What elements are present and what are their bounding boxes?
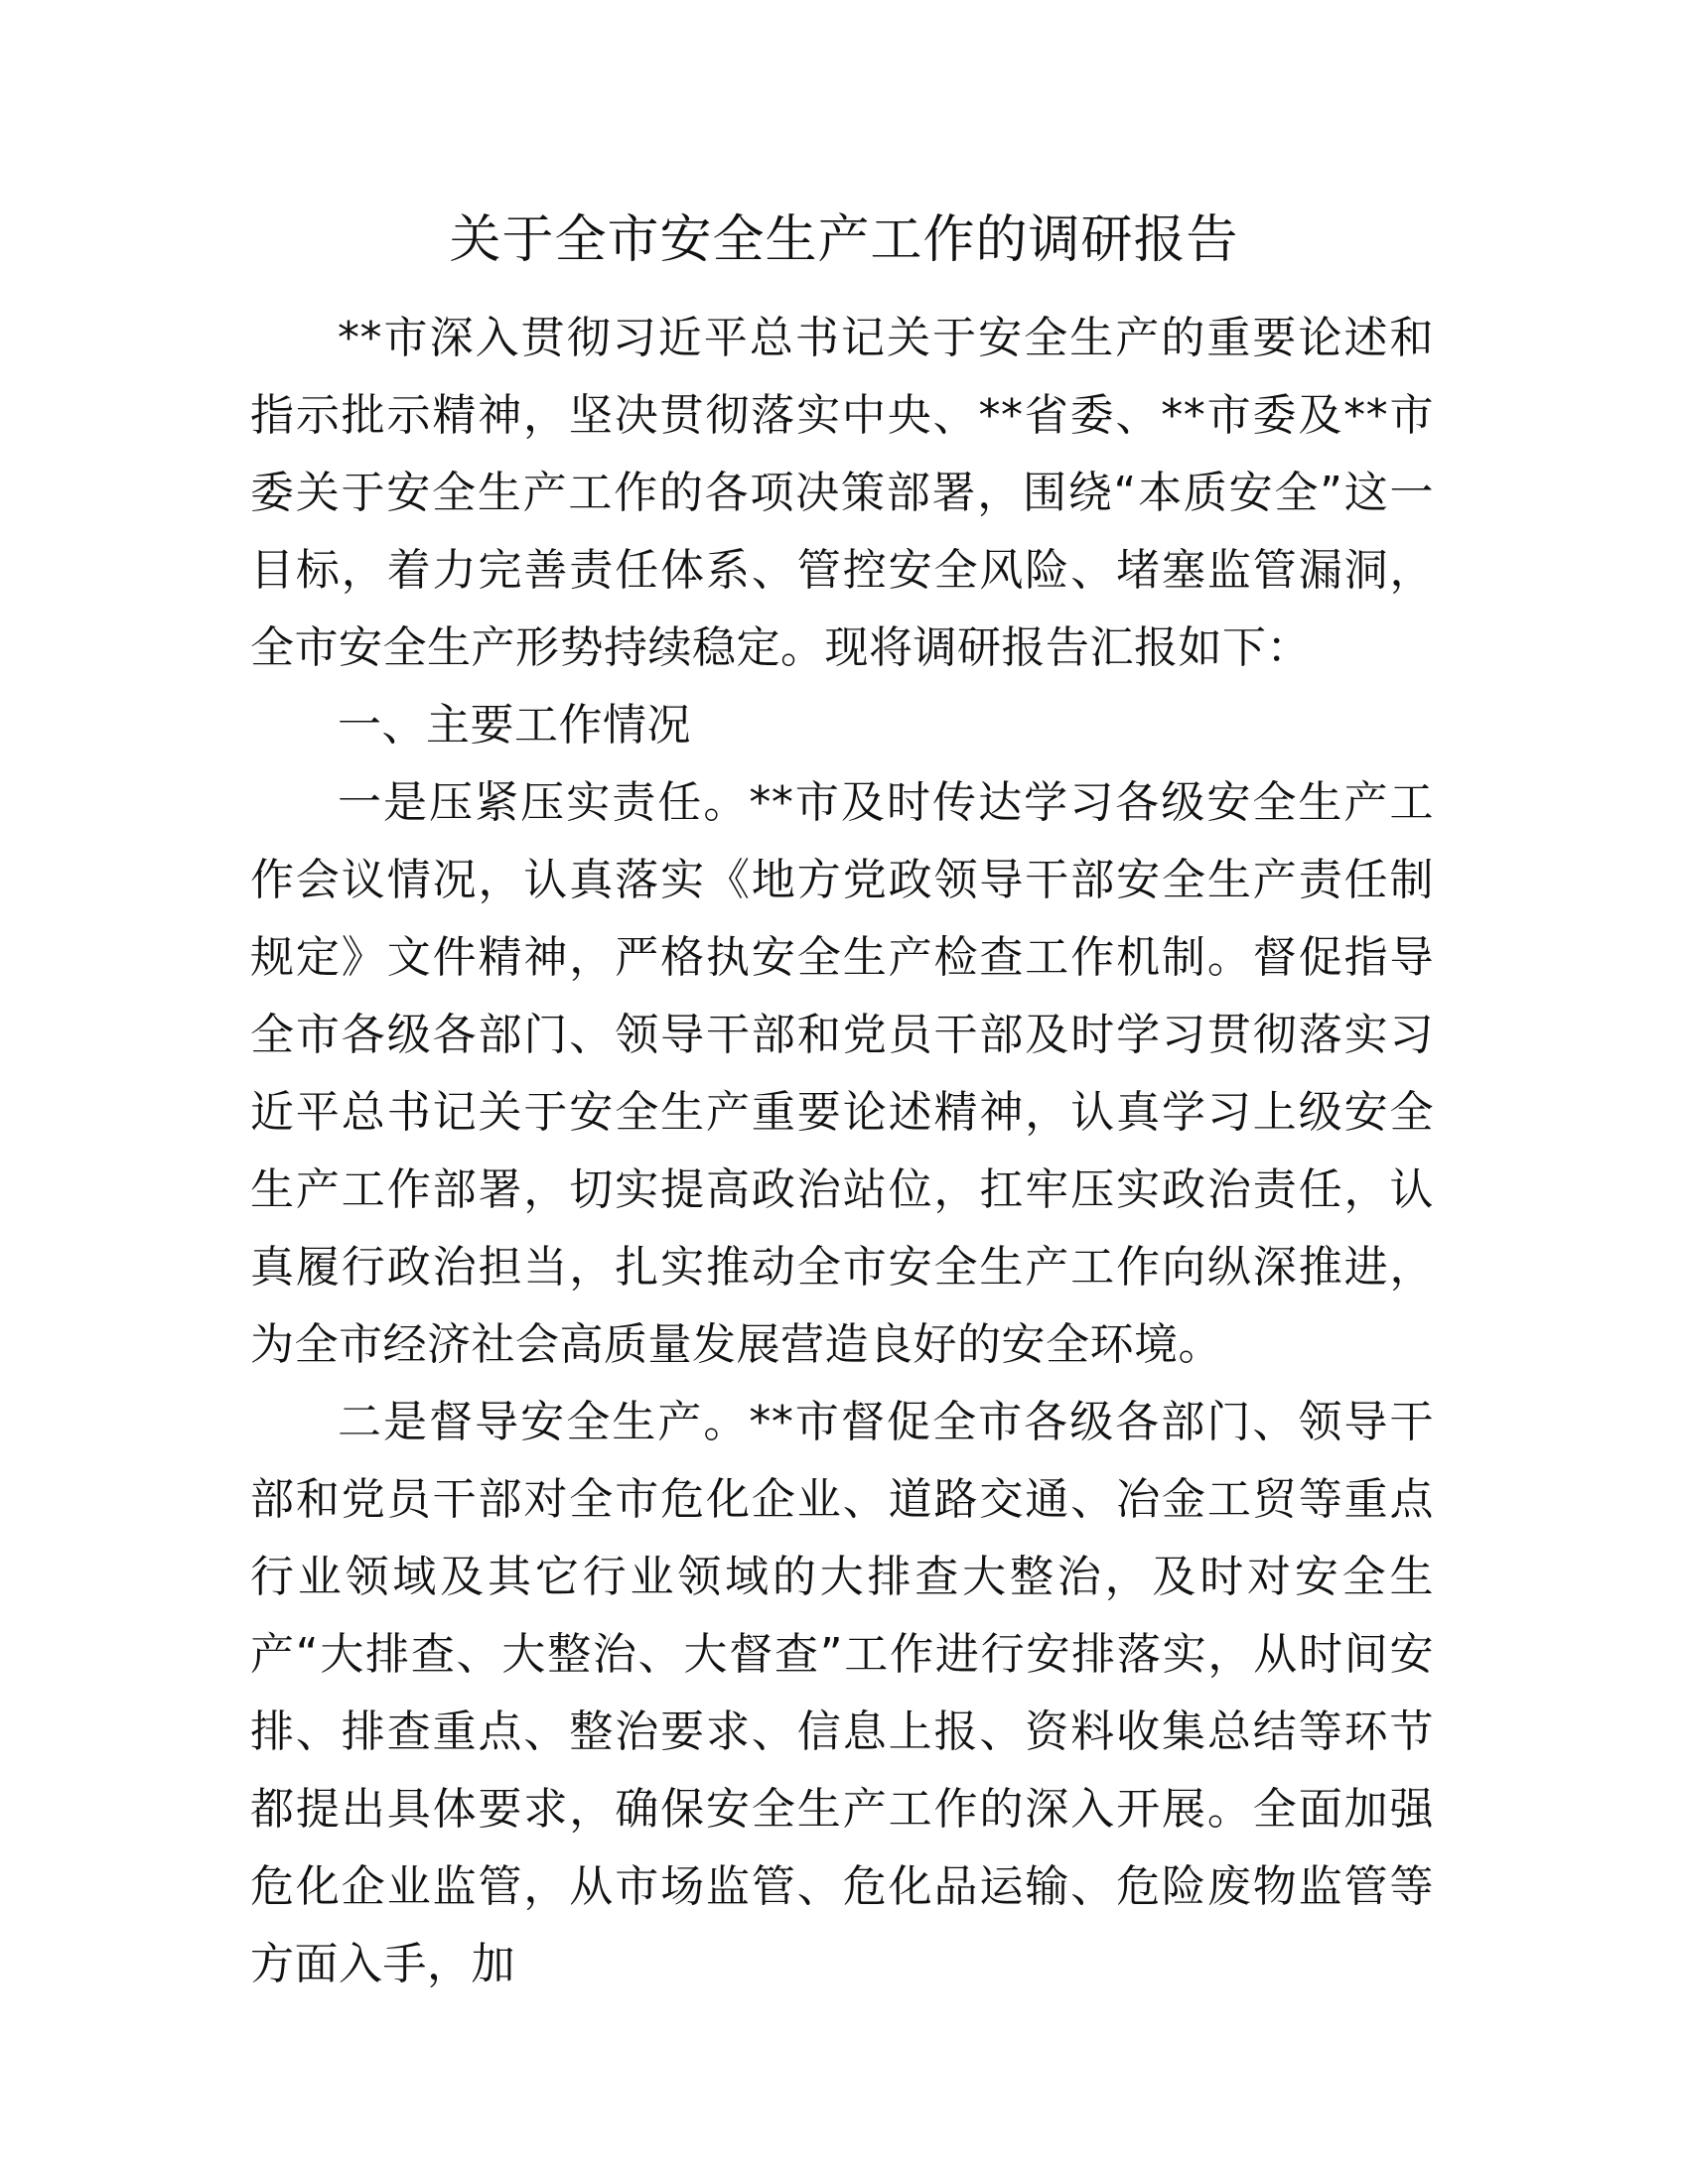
paragraph-responsibility: 一是压紧压实责任。**市及时传达学习各级安全生产工作会议情况，认真落实《地方党政领导干部安全生产责任制规定》文件精神，严格执安全生产检查工作机制。督促指导全市各级各部门、领导干部和党员干部及时学习贯彻落实习近平总书记关于安全生产重要论述精神，认真学习上级安全生产工作部署，切实提高政治站位，扛牢压实政治责任，认真履行政治担当，扎实推动全市安全生产工作向纵深推进，为全市经济社会高质量发展营造良好的安全环境。 — [250, 777, 1434, 1370]
intro-paragraph: **市深入贯彻习近平总书记关于安全生产的重要论述和指示批示精神，坚决贯彻落实中央、**省委、**市委及**市委关于安全生产工作的各项决策部署，围绕“本质安全”这一目标，着力完善责任体系、管控安全风险、堵塞监管漏洞，全市安全生产形势持续稳定。现将调研报告汇报如下： — [250, 313, 1434, 673]
document-body — [250, 300, 1434, 2003]
document-title: 关于全市安全生产工作的调研报告 — [449, 210, 1239, 270]
paragraph-supervision: 二是督导安全生产。**市督促全市各级各部门、领导干部和党员干部对全市危化企业、道路交通、冶金工贸等重点行业领域及其它行业领域的大排查大整治，及时对安全生产“大排查、大整治、大督查”工作进行安排落实，从时间安排、排查重点、整治要求、信息上报、资料收集总结等环节都提出具体要求，确保安全生产工作的深入开展。全面加强危化企业监管，从市场监管、危化品运输、危险废物监管等方面入手，加 — [250, 1397, 1434, 1989]
section-heading: 一、主要工作情况 — [338, 700, 691, 751]
